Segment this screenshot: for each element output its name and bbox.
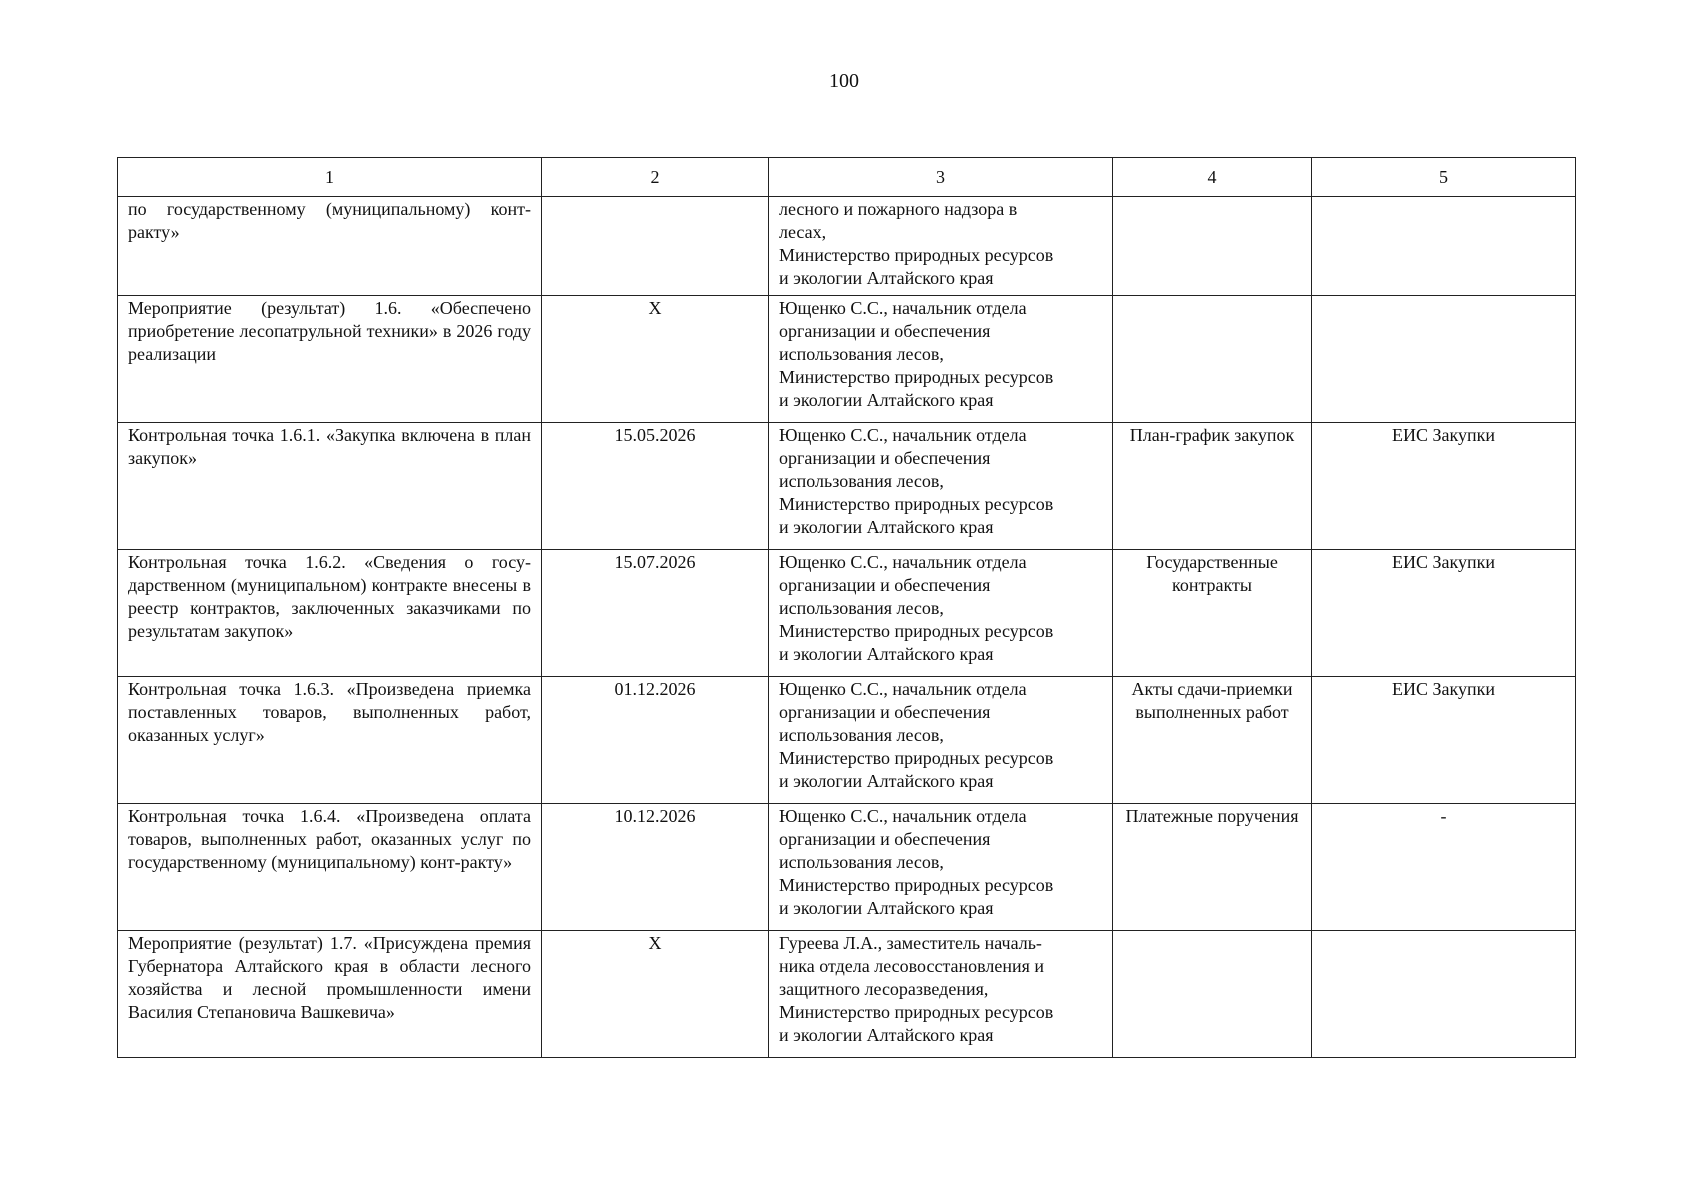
table-cell-col2: 15.05.2026 — [542, 423, 769, 550]
cell-text-line: и экологии Алтайского края — [779, 390, 994, 410]
table-cell-col2: 10.12.2026 — [542, 804, 769, 931]
cell-text-line: и экологии Алтайского края — [779, 1025, 994, 1045]
column-header-4: 4 — [1113, 158, 1312, 197]
cell-text-line: организации и обеспечения — [779, 575, 991, 595]
table-cell-col5 — [1312, 296, 1576, 423]
cell-text-line: использования лесов, — [779, 344, 944, 364]
cell-text-line: использования лесов, — [779, 598, 944, 618]
table-cell-col4: Акты сдачи-приемки выполненных работ — [1113, 677, 1312, 804]
cell-text-line: организации и обеспечения — [779, 448, 991, 468]
cell-text-line: Министерство природных ресурсов — [779, 748, 1054, 768]
document-table — [117, 157, 1576, 1058]
cell-text-line: Министерство природных ресурсов — [779, 367, 1054, 387]
table-cell-col5: - — [1312, 804, 1576, 931]
cell-text-line: лесах, — [779, 222, 827, 242]
table-cell-col4: Государственные контракты — [1113, 550, 1312, 677]
cell-text-line: Гуреева Л.А., заместитель началь- — [779, 933, 1042, 953]
table-cell-col4: План-график закупок — [1113, 423, 1312, 550]
cell-text-line: Министерство природных ресурсов — [779, 875, 1054, 895]
table-cell-col4 — [1113, 296, 1312, 423]
table-cell-col4: Платежные поручения — [1113, 804, 1312, 931]
table-cell-col1: Контрольная точка 1.6.4. «Произведена оплата товаров, выполненных работ, оказанных услуг по государственному (муниципальному) конт-ракту» — [118, 804, 542, 931]
table-cell-col4 — [1113, 197, 1312, 296]
table-cell-col3 — [769, 931, 1113, 1058]
cell-text-line: организации и обеспечения — [779, 829, 991, 849]
column-header-1: 1 — [118, 158, 542, 197]
table-cell-col2 — [542, 197, 769, 296]
cell-text-line: защитного лесоразведения, — [779, 979, 989, 999]
table-row — [118, 296, 1576, 423]
table-cell-col3 — [769, 550, 1113, 677]
table-cell-col3 — [769, 197, 1113, 296]
table-row — [118, 677, 1576, 804]
table-cell-col1: Контрольная точка 1.6.3. «Произведена приемка поставленных товаров, выполненных работ, оказанных услуг» — [118, 677, 542, 804]
table-cell-col2: X — [542, 296, 769, 423]
table-cell-col3 — [769, 296, 1113, 423]
column-header-5: 5 — [1312, 158, 1576, 197]
cell-text-line: и экологии Алтайского края — [779, 898, 994, 918]
table-cell-col5 — [1312, 931, 1576, 1058]
table-cell-col5: ЕИС Закупки — [1312, 423, 1576, 550]
cell-text-line: и экологии Алтайского края — [779, 771, 994, 791]
cell-text-line: Министерство природных ресурсов — [779, 245, 1054, 265]
table-cell-col1: по государственному (муниципальному) конт-ракту» — [118, 197, 542, 296]
cell-text-line: ника отдела лесовосстановления и — [779, 956, 1045, 976]
cell-text-line: и экологии Алтайского края — [779, 517, 994, 537]
table-cell-col2: 01.12.2026 — [542, 677, 769, 804]
cell-text-line: и экологии Алтайского края — [779, 268, 994, 288]
table-cell-col3 — [769, 677, 1113, 804]
table-cell-col5: ЕИС Закупки — [1312, 550, 1576, 677]
table-cell-col3 — [769, 804, 1113, 931]
cell-text-line: организации и обеспечения — [779, 702, 991, 722]
table-cell-col1: Мероприятие (результат) 1.6. «Обеспечено приобретение лесопатрульной техники» в 2026 году реализации — [118, 296, 542, 423]
table-cell-col1: Контрольная точка 1.6.1. «Закупка включена в план закупок» — [118, 423, 542, 550]
table-cell-col5: ЕИС Закупки — [1312, 677, 1576, 804]
cell-text-line: Министерство природных ресурсов — [779, 621, 1054, 641]
table-header-row — [118, 158, 1576, 197]
table-row — [118, 550, 1576, 677]
table-row — [118, 804, 1576, 931]
cell-text-line: Ющенко С.С., начальник отдела — [779, 806, 1027, 826]
table-row — [118, 197, 1576, 296]
cell-text-line: лесного и пожарного надзора в — [779, 199, 1018, 219]
cell-text-line: и экологии Алтайского края — [779, 644, 994, 664]
column-header-3: 3 — [769, 158, 1113, 197]
table-body — [118, 158, 1576, 1058]
table-cell-col1: Мероприятие (результат) 1.7. «Присуждена премия Губернатора Алтайского края в области лесного хозяйства и лесной промышленности имени Василия Степановича Вашкевича» — [118, 931, 542, 1058]
table-cell-col2: 15.07.2026 — [542, 550, 769, 677]
table-cell-col2: X — [542, 931, 769, 1058]
cell-text-line: Ющенко С.С., начальник отдела — [779, 298, 1027, 318]
page-number: 100 — [829, 70, 859, 92]
cell-text-line: использования лесов, — [779, 852, 944, 872]
table-cell-col4 — [1113, 931, 1312, 1058]
table-row — [118, 931, 1576, 1058]
cell-text-line: Ющенко С.С., начальник отдела — [779, 425, 1027, 445]
column-header-2: 2 — [542, 158, 769, 197]
table-cell-col1: Контрольная точка 1.6.2. «Сведения о госу-дарственном (муниципальном) контракте внесены в реестр контрактов, заключенных заказчиками по результатам закупок» — [118, 550, 542, 677]
cell-text-line: Ющенко С.С., начальник отдела — [779, 552, 1027, 572]
cell-text-line: Министерство природных ресурсов — [779, 1002, 1054, 1022]
cell-text-line: использования лесов, — [779, 471, 944, 491]
table-cell-col3 — [769, 423, 1113, 550]
table-cell-col5 — [1312, 197, 1576, 296]
table-row — [118, 423, 1576, 550]
cell-text-line: Ющенко С.С., начальник отдела — [779, 679, 1027, 699]
cell-text-line: использования лесов, — [779, 725, 944, 745]
cell-text-line: организации и обеспечения — [779, 321, 991, 341]
cell-text-line: Министерство природных ресурсов — [779, 494, 1054, 514]
